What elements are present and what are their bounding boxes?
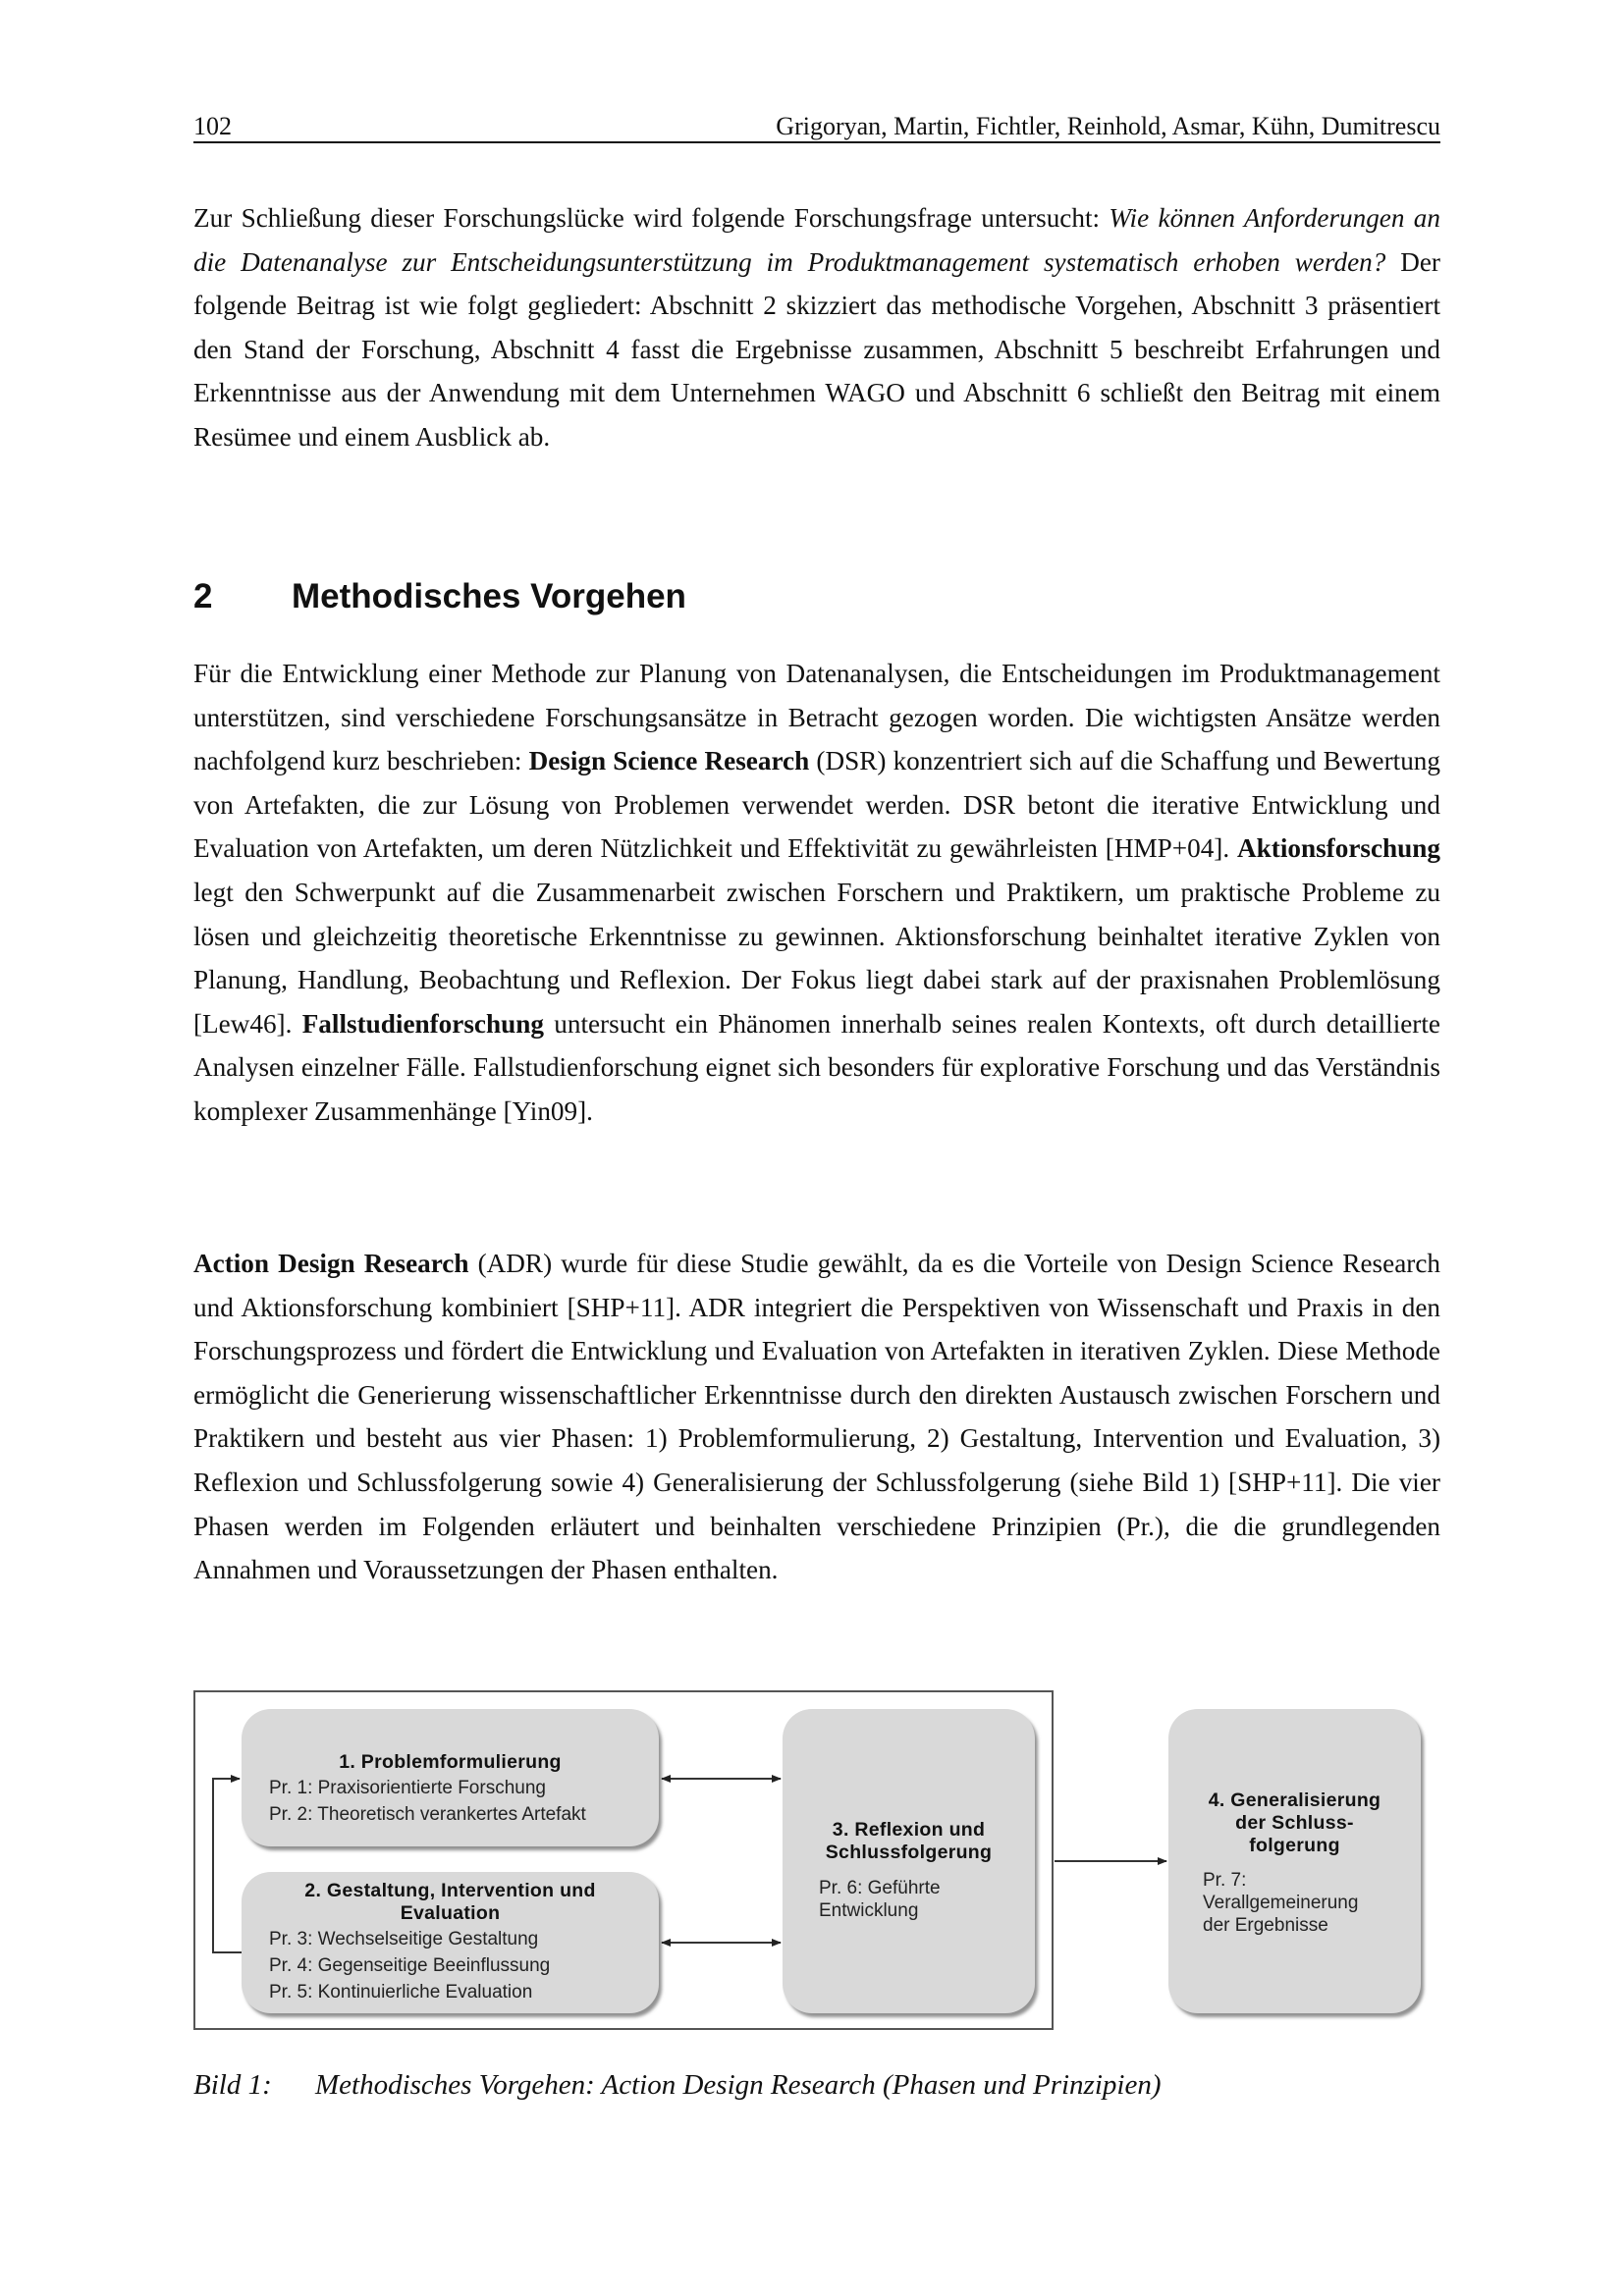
section-title: Methodisches Vorgehen bbox=[292, 577, 686, 615]
figure-caption bbox=[193, 2069, 1162, 2102]
methods-text-4: untersucht ein Phänomen innerhalb seines realen Kontexts, oft durch detaillierte Analysen einzelner Fälle. Fallstudienforschung eignet sich besonders für explorative Forschung und das Verständnis komplexer Zusammenhänge [Yin09]. bbox=[193, 1008, 1440, 1126]
phase-box-2 bbox=[242, 1872, 659, 2013]
phase-2-title-line-2: Evaluation bbox=[400, 1902, 501, 1924]
intro-paragraph bbox=[193, 196, 1440, 459]
figure-caption-text: Methodisches Vorgehen: Action Design Research (Phasen und Prinzipien) bbox=[315, 2069, 1162, 2101]
phase-box-3 bbox=[783, 1709, 1035, 2013]
principle-6-line-1: Pr. 6: Geführte bbox=[819, 1878, 941, 1898]
term-action-design-research: Action Design Research bbox=[193, 1249, 469, 1278]
phase-3-title-line-2: Schlussfolgerung bbox=[825, 1842, 993, 1863]
principle-1: Pr. 1: Praxisorientierte Forschung bbox=[269, 1778, 546, 1798]
phase-box-4 bbox=[1168, 1709, 1421, 2013]
principle-5: Pr. 5: Kontinuierliche Evaluation bbox=[269, 1982, 533, 2002]
phase-2-title-line-1: 2. Gestaltung, Intervention und bbox=[304, 1880, 596, 1901]
section-heading bbox=[193, 577, 686, 616]
term-design-science-research: Design Science Research bbox=[528, 746, 810, 776]
section-number: 2 bbox=[193, 577, 213, 615]
methods-paragraph bbox=[193, 652, 1440, 1134]
term-aktionsforschung: Aktionsforschung bbox=[1237, 833, 1440, 864]
figure-caption-label: Bild 1: bbox=[193, 2069, 272, 2101]
intro-lead-text: Zur Schließung dieser Forschungslücke wird folgende Forschungsfrage untersucht: bbox=[193, 203, 1110, 233]
research-question: Wie können Anforderungen an die Datenanalyse zur Entscheidungsunterstützung im Produktmanagement systematisch erhoben werden? bbox=[193, 203, 1440, 277]
adr-paragraph bbox=[193, 1242, 1440, 1592]
principle-7-line-3: der Ergebnisse bbox=[1203, 1915, 1328, 1936]
principle-7-line-2: Verallgemeinerung bbox=[1203, 1893, 1359, 1913]
term-fallstudienforschung: Fallstudienforschung bbox=[301, 1008, 544, 1039]
principle-6-line-2: Entwicklung bbox=[819, 1900, 919, 1921]
methods-text-1: Für die Entwicklung einer Methode zur Planung von Datenanalysen, die Entscheidungen im Produktmanagement unterstützen, sind verschiedene Forschungsansätze in Betracht gezogen worden. Die wichtigsten Ansätze werden nachfolgend kurz beschrieben: bbox=[193, 659, 1440, 776]
principle-4: Pr. 4: Gegenseitige Beeinflussung bbox=[269, 1955, 551, 1976]
running-header bbox=[193, 110, 1440, 143]
adr-text: (ADR) wurde für diese Studie gewählt, da es die Vorteile von Design Science Research und Aktionsforschung kombiniert [SHP+11]. ADR integriert die Perspektiven von Wissenschaft und Praxis in den Forschungsprozess und fördert die Entwicklung und Evaluation von Artefakten in iterativen Zyklen. Diese Methode ermöglicht die Generierung wissenschaftlicher Erkenntnisse durch den direkten Austausch zwischen Forschern und Praktikern und besteht aus vier Phasen: 1) Problemformulierung, 2) Gestaltung, Intervention und Evaluation, 3) Reflexion und Schlussfolgerung sowie 4) Generalisierung der Schlussfolgerung (siehe Bild 1) [SHP+11]. Die vier Phasen werden im Folgenden erläutert und beinhalten verschiedene Prinzipien (Pr.), die die grundlegenden Annahmen und Voraussetzungen der Phasen enthalten. bbox=[193, 1249, 1440, 1585]
principle-3: Pr. 3: Wechselseitige Gestaltung bbox=[269, 1929, 539, 1949]
phase-box-1 bbox=[242, 1709, 659, 1846]
page-number: 102 bbox=[193, 112, 232, 140]
phase-1-title: 1. Problemformulierung bbox=[339, 1751, 562, 1773]
principle-2: Pr. 2: Theoretisch verankertes Artefakt bbox=[269, 1804, 586, 1825]
phase-3-title-line-1: 3. Reflexion und bbox=[832, 1819, 986, 1841]
phase-4-title-line-3: folgerung bbox=[1249, 1835, 1340, 1856]
methods-text-3: legt den Schwerpunkt auf die Zusammenarbeit zwischen Forschern und Praktikern, um praktische Probleme zu lösen und gleichzeitig theoretische Erkenntnisse zu gewinnen. Aktionsforschung beinhaltet iterative Zyklen von Planung, Handlung, Beobachtung und Reflexion. Der Fokus liegt dabei stark auf der praxisnahen Problemlösung [Lew46]. bbox=[193, 877, 1440, 1039]
phase-4-title-line-1: 4. Generalisierung bbox=[1208, 1789, 1381, 1811]
intro-structure-text: Der folgende Beitrag ist wie folgt gegliedert: Abschnitt 2 skizziert das methodische Vorgehen, Abschnitt 3 präsentiert den Stand der Forschung, Abschnitt 4 fasst die Ergebnisse zusammen, Abschnitt 5 beschreibt Erfahrungen und Erkenntnisse aus der Anwendung mit dem Unternehmen WAGO und Abschnitt 6 schließt den Beitrag mit einem Resümee und einem Ausblick ab. bbox=[193, 246, 1440, 452]
phase-4-title-line-2: der Schluss- bbox=[1235, 1812, 1354, 1834]
principle-7-line-1: Pr. 7: bbox=[1203, 1870, 1247, 1891]
running-header-authors: Grigoryan, Martin, Fichtler, Reinhold, Asmar, Kühn, Dumitrescu bbox=[776, 112, 1440, 140]
methods-text-2: (DSR) konzentriert sich auf die Schaffung und Bewertung von Artefakten, die zur Lösung von Problemen verwendet werden. DSR betont die iterative Entwicklung und Evaluation von Artefakten, um deren Nützlichkeit und Effektivität zu gewährleisten [HMP+04]. bbox=[193, 746, 1440, 864]
